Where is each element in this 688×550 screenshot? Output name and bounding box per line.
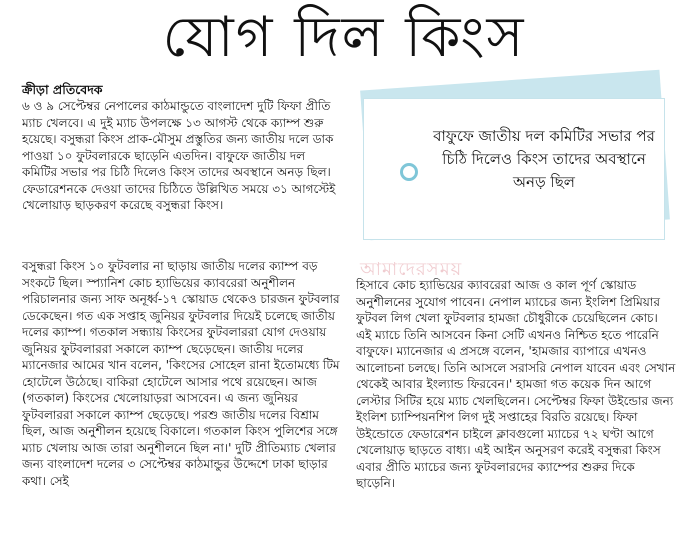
headline: যোগ দিল কিংস: [162, 5, 526, 70]
watermark-logo: আমাদেরসময়: [360, 259, 463, 280]
circle-bullet-icon: [400, 163, 418, 181]
byline: ক্রীড়া প্রতিবেদক: [22, 82, 103, 97]
article-column-left-top: [22, 98, 340, 258]
pull-quote-card: [363, 98, 665, 240]
paragraph-intro: ৬ ও ৯ সেপ্টেম্বর নেপালের কাঠমান্ডুতে বাংলাদেশ দুটি ফিফা প্রীতি ম্যাচ খেলবে। এ দুই ম্যাচ উপলক্ষে ১৩ আগস্ট থেকে ক্যাম্প শুরু হয়েছে। বসুন্ধরা কিংস প্রাক-মৌসুম প্রস্তুতির জন্য জাতীয় দলে ডাক পাওয়া ১০ ফুটবলারকে ছাড়েনি এতদিন। বাফুফে জাতীয় দল কমিটির সভার পর চিঠি দিলেও কিংস তাদের অবস্থানে অনড় ছিল। ফেডারেশনকে দেওয়া তাদের চিঠিতে উল্লিখিত সময়ে ৩১ আগস্টেই খেলোয়াড় ছাড়করণ করেছে বসুন্ধরা কিংস।: [22, 99, 336, 212]
pull-quote-text: বাফুফে জাতীয় দল কমিটির সভার পর চিঠি দিলেও কিংস তাদের অবস্থানে অনড় ছিল: [433, 127, 655, 191]
paragraph-camp: বসুন্ধরা কিংস ১০ ফুটবলার না ছাড়ায় জাতীয় দলের ক্যাম্প বড় সংকটে ছিল। স্প্যানিশ কোচ হ্যাভিয়ের ক্যাবরেরা অনুশীলন পরিচালনার জন্য সাফ অনূর্ধ্ব-১৭ স্কোয়াড থেকেও চারজন ফুটবলার ডেকেছেন। গত এক সপ্তাহ জুনিয়র ফুটবলার দিয়েই চলেছে জাতীয় দলের ক্যাম্প। গতকাল সন্ধ্যায় কিংসের ফুটবলাররা যোগ দেওয়ায় জুনিয়র ফুটবলাররা সকালে ক্যাম্প ছেড়েছেন। জাতীয় দলের ম্যানেজার আমের খান বলেন, 'কিংসের সোহেল রানা ইতোমধ্যে টিম হোটেলে উঠেছে। বাকিরা হোটেলে আসার পথে রয়েছেন। আজ (গতকাল) কিংসের খেলোয়াড়রা আসবেন। এ জন্য জুনিয়র ফুটবলাররা সকালে ক্যাম্প ছেড়েছে। পরশু জাতীয় দলের বিশ্রাম ছিল, আজ অনুশীলন হয়েছে বিকালে। গতকাল কিংস পুলিশের সঙ্গে ম্যাচ খেলায় আজ তারা অনুশীলনে ছিল না।' দুটি প্রীতিম্যাচ খেলার জন্য বাংলাদেশ দলের ৩ সেপ্টেম্বর কাঠমান্ডুর উদ্দেশে ঢাকা ছাড়ার কথা। সেই: [22, 259, 340, 488]
pull-quote-box: [353, 80, 675, 250]
article-column-right: [356, 277, 676, 547]
article-column-left-bottom: [22, 258, 340, 546]
paragraph-hamza: হিসাবে কোচ হ্যাভিয়ের ক্যাবরেরা আজ ও কাল পূর্ণ স্কোয়াড অনুশীলনের সুযোগ পাবেন। নেপাল ম্যাচের জন্য ইংলিশ প্রিমিয়ার ফুটবল লিগ খেলা ফুটবলার হামজা চৌধুরীকে চেয়েছিলেন কোচ। এই ম্যাচে তিনি আসবেন কিনা সেটি এখনও নিশ্চিত হতে পারেনি বাফুফে। ম্যানেজার এ প্রসঙ্গে বলেন, 'হামজার ব্যাপারে এখনও আলোচনা চলছে। তিনি আসলে সরাসরি নেপাল যাবেন এবং সেখান থেকেই আবার ইংল্যান্ড ফিরবেন।' হামজা গত কয়েক দিন আগে লেস্টার সিটির হয়ে ম্যাচ খেলছিলেন। সেপ্টেম্বর ফিফা উইন্ডোর জন্য ইংলিশ চ্যাম্পিয়নশিপ লিগ দুই সপ্তাহের বিরতি রয়েছে। ফিফা উইন্ডোতে ফেডারেশন চাইলে ক্লাবগুলো ম্যাচের ৭২ ঘণ্টা আগে খেলোয়াড় ছাড়তে বাধ্য। এই আইন অনুসরণ করেই বসুন্ধরা কিংস এবার প্রীতি ম্যাচের জন্য ফুটবলারদের ক্যাম্পের শুরুর দিকে ছাড়েনি।: [356, 278, 676, 490]
